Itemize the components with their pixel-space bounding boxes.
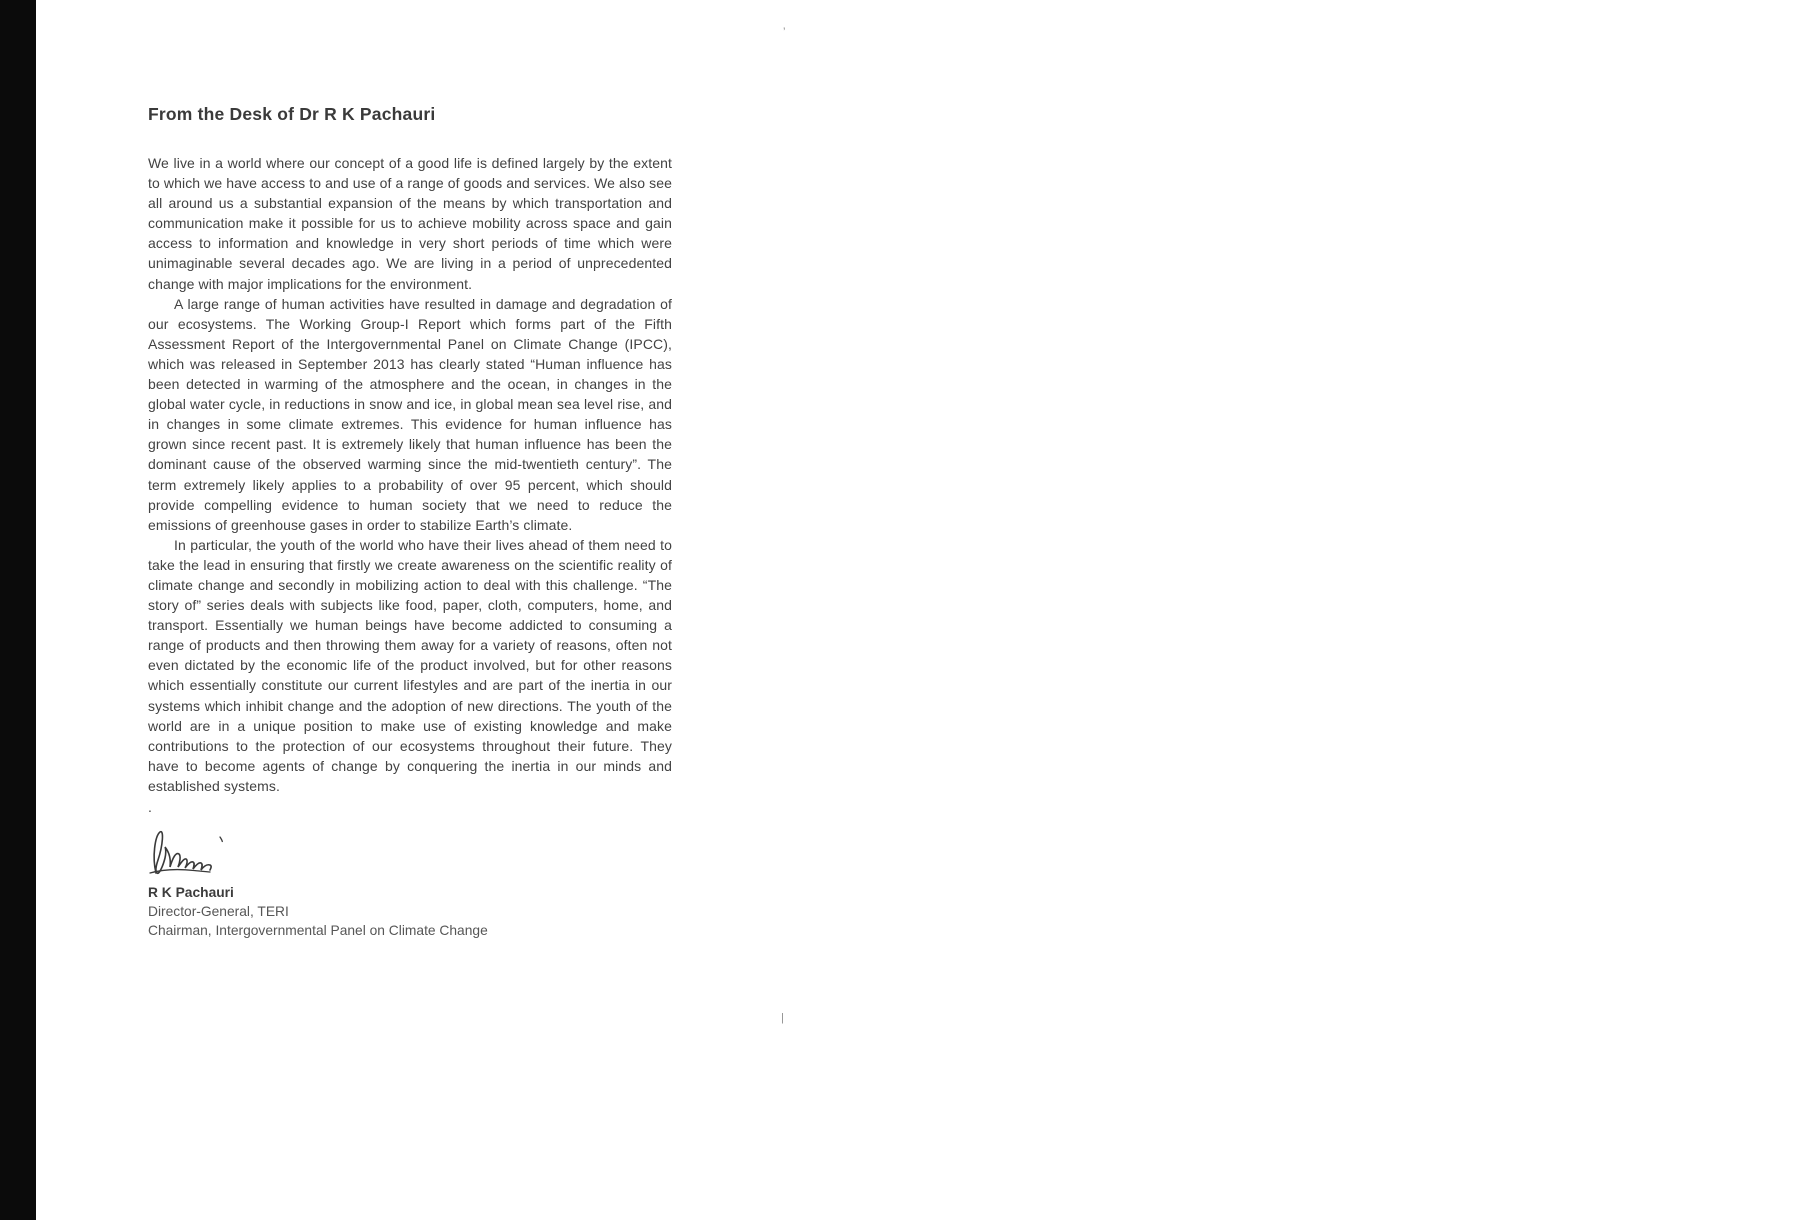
paragraph-1: We live in a world where our concept of a good life is defined largely by the extent to which we have access to and use of a range of goods and services. We also see all around us a substantial expansion of the means by which transportation and communication make it possible for us to achieve mobility across space and gain access to information and knowledge in very short periods of time which were unimaginable several decades ago. We are living in a period of unprecedented change with major implications for the environment. xyxy=(148,155,672,292)
left-black-bar xyxy=(0,0,36,1220)
signatory-role-1: Director-General, TERI xyxy=(148,904,289,919)
trailing-dot: . xyxy=(148,799,152,815)
scan-mark-bottom: | xyxy=(781,1012,784,1024)
signature-image xyxy=(148,827,268,879)
letter-content xyxy=(148,104,672,940)
scan-mark-top: ’ xyxy=(783,26,786,38)
signatory-name: R K Pachauri xyxy=(148,885,234,900)
signatory-role-2: Chairman, Intergovernmental Panel on Climate Change xyxy=(148,923,488,938)
page-title: From the Desk of Dr R K Pachauri xyxy=(148,104,436,124)
paragraph-2: A large range of human activities have resulted in damage and degradation of our ecosystems. The Working Group-I Report which forms part of the Fifth Assessment Report of the Intergovernmental Panel on Climate Change (IPCC), which was released in September 2013 has clearly stated “Human influence has been detected in warming of the atmosphere and the ocean, in changes in the global water cycle, in reductions in snow and ice, in global mean sea level rise, and in changes in some climate extremes. This evidence for human influence has grown since recent past. It is extremely likely that human influence has been the dominant cause of the observed warming since the mid-twentieth century”. The term extremely likely applies to a probability of over 95 percent, which should provide compelling evidence to human society that we need to reduce the emissions of greenhouse gases in order to stabilize Earth’s climate. xyxy=(148,295,672,533)
signature-svg xyxy=(148,827,268,879)
paragraph-3: In particular, the youth of the world who have their lives ahead of them need to take the lead in ensuring that firstly we create awareness on the scientific reality of climate change and secondly in mobilizing action to deal with this challenge. “The story of” series deals with subjects like food, paper, cloth, computers, home, and transport. Essentially we human beings have become addicted to consuming a range of products and then throwing them away for a variety of reasons, often not even dictated by the economic life of the product involved, but for other reasons which essentially constitute our current lifestyles and are part of the inertia in our systems which inhibit change and the adoption of new directions. The youth of the world are in a unique position to make use of existing knowledge and make contributions to the protection of our ecosystems throughout their future. They have to become agents of change by conquering the inertia in our minds and established systems. xyxy=(148,536,672,794)
